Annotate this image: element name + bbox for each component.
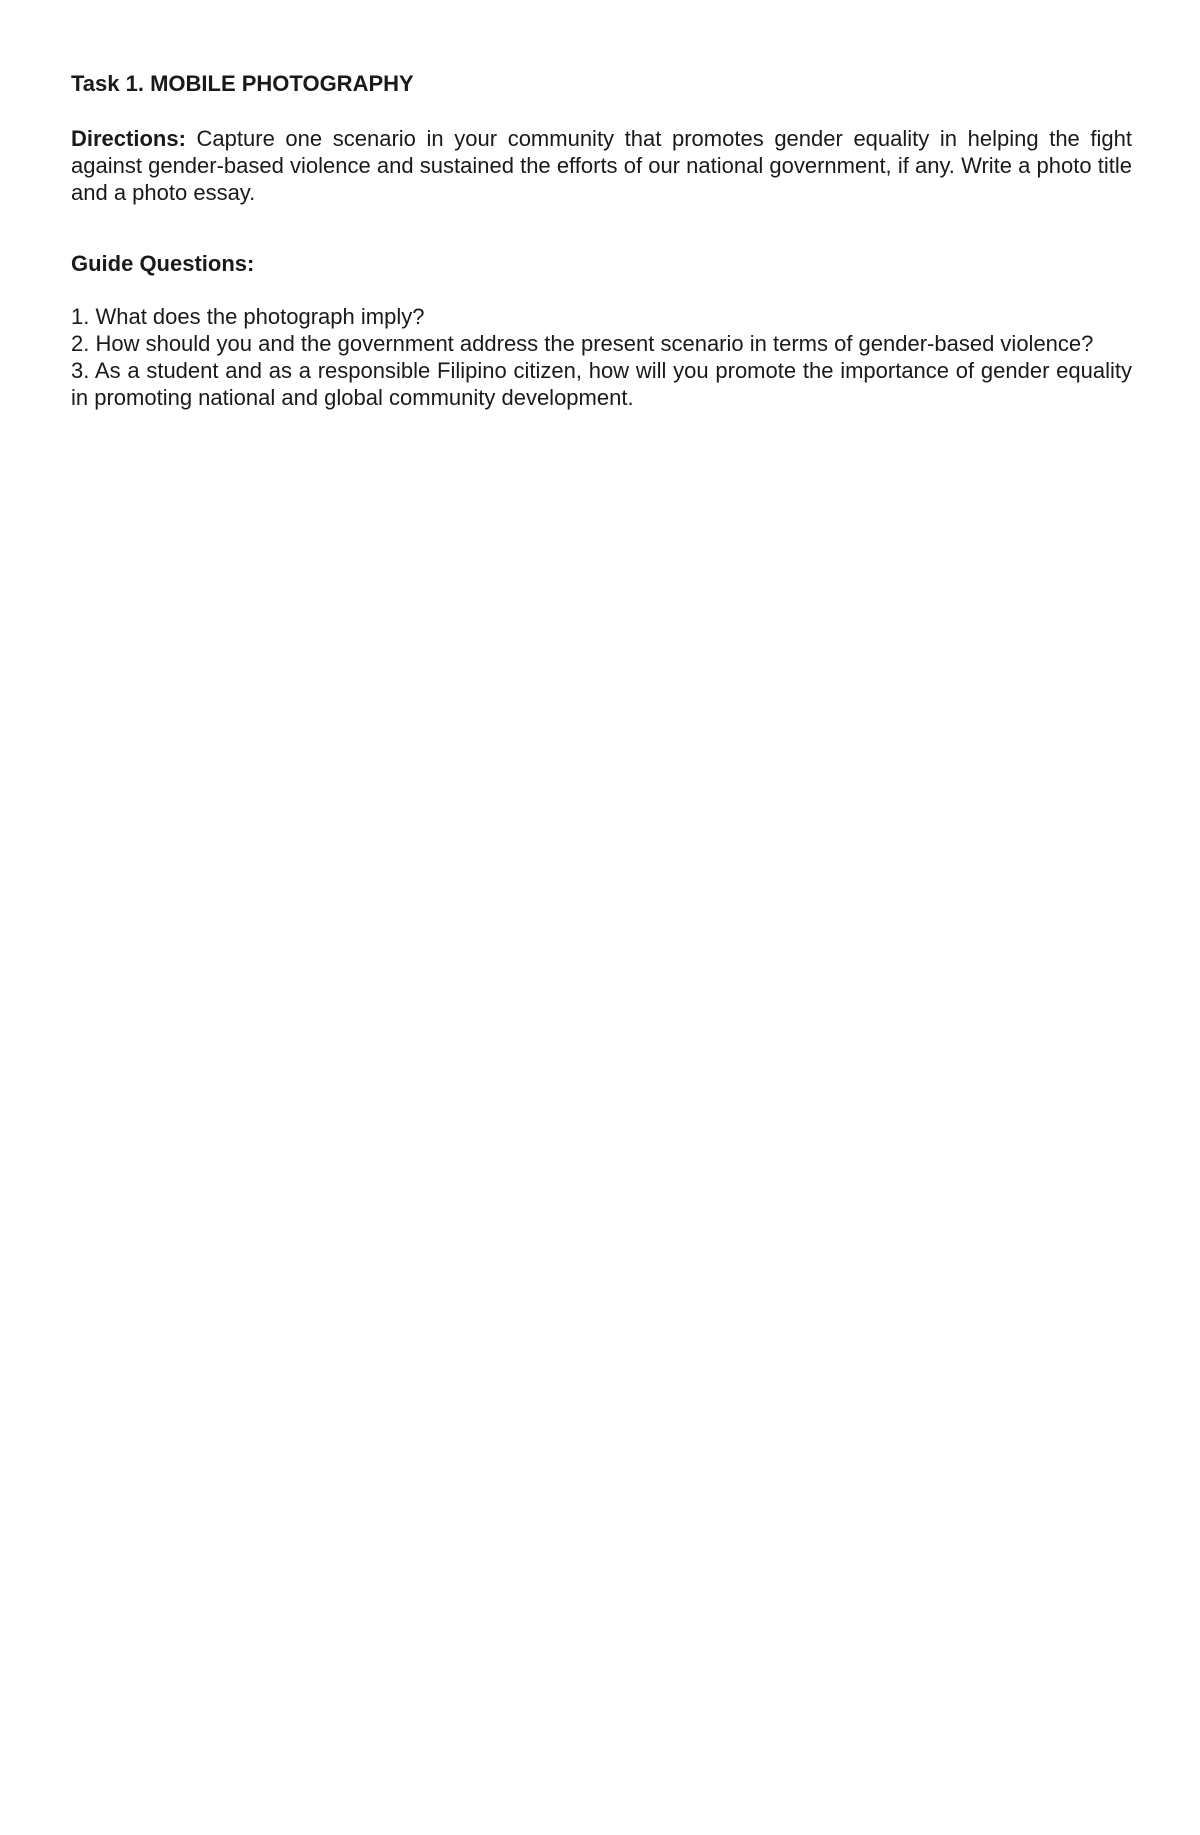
guide-questions-heading: Guide Questions: [71, 251, 255, 276]
guide-questions-list [71, 303, 1132, 411]
guide-question-1: 1. What does the photograph imply? [71, 304, 425, 329]
directions-paragraph [71, 125, 1132, 206]
task-title: Task 1. MOBILE PHOTOGRAPHY [71, 71, 414, 96]
guide-question-3: 3. As a student and as a responsible Filipino citizen, how will you promote the importance of gender equality in promoting national and global community development. [71, 358, 1132, 410]
directions-text: Capture one scenario in your community that promotes gender equality in helping the fight against gender-based violence and sustained the efforts of our national government, if any. Write a photo title and a photo essay. [71, 126, 1132, 205]
directions-label: Directions: [71, 126, 186, 151]
guide-question-2: 2. How should you and the government address the present scenario in terms of gender-based violence? [71, 331, 1094, 356]
document-page [71, 70, 1132, 411]
